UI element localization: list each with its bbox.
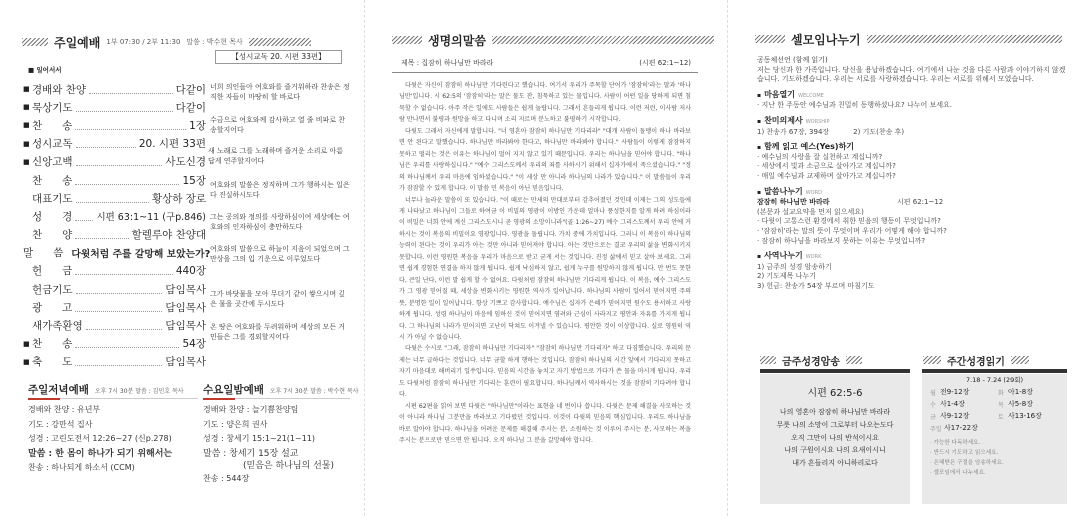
sunday-service-title: 주일예배 (54, 35, 101, 50)
wednesday-sub: 오후 7시 30분 말씀 : 박수현 목사 (269, 388, 359, 395)
reading-row (930, 410, 1042, 422)
wednesday-item: 성경 : 창세기 15:1~21(1~11) (203, 434, 316, 443)
wednesday-item: (믿음은 하나님의 선물) (243, 461, 334, 471)
worship-order (23, 80, 211, 371)
wednesday-item: 찬송 : 544장 (203, 474, 250, 483)
reading-range: 사9-12장 (940, 412, 970, 420)
order-value: 담임목사 (165, 301, 206, 314)
work-list (757, 263, 1067, 292)
yes-title: 함께 읽고 예스(Yes)하기 (764, 142, 855, 152)
order-leader (76, 103, 173, 112)
order-leader (75, 303, 162, 312)
reading-day: 화 (998, 389, 1004, 397)
worship-items (757, 128, 1067, 138)
memory-ref: 시편 62:5-6 (807, 388, 863, 399)
work-item: 3) 헌금: 찬송가 54장 부르며 마침기도 (757, 281, 875, 290)
reading-day: 월 (930, 389, 936, 397)
order-value: 담임목사 (165, 320, 206, 333)
order-value: 다같이 (175, 101, 206, 114)
order-row (23, 316, 206, 334)
worship-item-b: 2) 기도(찬송 후) (853, 127, 905, 136)
order-value: 440장 (175, 265, 206, 278)
evening-item: 찬송 : 하나되게 하소서 (CCM) (28, 463, 135, 472)
reading-notes (930, 438, 1004, 478)
sermon-body (399, 80, 691, 447)
worship-heading (757, 116, 1067, 128)
order-label: 헌금기도 (32, 283, 73, 296)
word-heading (757, 187, 1067, 199)
cell-header (755, 31, 1062, 47)
word-list (757, 217, 1067, 246)
memory-line: 오직 그만이 나의 반석이시요 (791, 433, 879, 442)
order-label: 성시교독 (32, 138, 73, 151)
reading-range: 사1-4장 (940, 400, 965, 408)
reading-row (930, 398, 1042, 410)
order-leader (76, 157, 163, 166)
order-value: 15장 (182, 174, 206, 187)
reading-day: 토 (998, 413, 1004, 421)
yes-item: · 예수님의 사랑을 잘 실천하고 계십니까? (757, 152, 883, 161)
memory-line: 나의 영혼아 잠잠히 하나님만 바라라 (779, 408, 891, 416)
order-leader (75, 357, 162, 366)
order-label: 신앙고백 (32, 156, 73, 169)
wednesday-rule (203, 398, 235, 400)
sunday-evening-rule-grey (60, 398, 198, 399)
order-value: 담임목사 (165, 356, 206, 369)
yes-heading (757, 142, 1067, 153)
service-times: 1부 07:30 / 2부 11:30 (106, 38, 181, 46)
left-panel (0, 0, 362, 516)
order-label: 헌 금 (32, 265, 73, 278)
word-subject: 잠잠히 하나님만 바라라 (757, 198, 830, 207)
reading-bar (922, 369, 1067, 373)
bullet-icon: ▪ (757, 144, 762, 152)
order-bullet: ■ (23, 85, 30, 94)
bullet-icon: ▪ (757, 188, 762, 196)
reading-range: 사5-8장 (1008, 400, 1033, 408)
sunday-service-header (22, 34, 311, 50)
sunday-evening-list (28, 403, 203, 476)
order-bullet: ■ (23, 357, 30, 366)
evening-item: 말씀 : 한 몸이 하나가 되기 위해서는 (28, 448, 173, 459)
order-label: 새가족환영 (32, 320, 83, 333)
wednesday-item: 기도 : 양은희 권사 (203, 419, 268, 429)
evening-item: 경배와 찬양 : 유년부 (28, 405, 101, 414)
order-value: 20. 시편 33편 (138, 138, 206, 151)
order-row (23, 207, 206, 225)
order-label: 말 씀 (23, 247, 64, 260)
order-leader (75, 121, 186, 130)
word-en: WORD (805, 189, 822, 196)
yes-list (757, 153, 1067, 182)
order-leader (75, 176, 179, 185)
evening-item: 성경 : 고린도전서 12:26~27 (신p.278) (28, 434, 172, 443)
welcome-heading (757, 90, 1067, 102)
order-row (23, 135, 206, 153)
word-ref: 시편 62:1~12 (897, 198, 944, 207)
order-leader (76, 285, 163, 294)
sermon-paragraph: 다윗도 그래서 자신에게 말합니다. "너 영혼아 잠잠히 하나님만 기다리라" "대개 사람이 돌멩이 하나 바라보면 안 된다고 말했습니다. 하나님만 바라봐야 한다고, 하나님만 바라봐야 합니다." 사람들이 이렇게 잠잠하지 못하고 떨리는 것은 이유는 하나님이 멀어 지지 않고 있기 때문입니다. 우리는 하나님을 믿어야 합니다. "하나님은 우리를 사랑하십니다." "예수 그리스도께서 우리의 죄를 사하시기 위해서 십자가에서 죽으셨습니다." "정의 하나님께서 우리 마음에 임하셨습니다." "이 세상 만 아니라 하나님의 나라가 있습니다." 이 말씀들이 우리가 잠잠할 수 있게 합니다. 이 말씀 민 복음이 아닌 믿음입니다. (399, 127, 691, 193)
reading-day: 목 (998, 401, 1004, 409)
order-leader (76, 139, 136, 148)
order-row (23, 171, 206, 189)
sermon-paragraph: 다윗은 자신이 잠잠히 하나님만 기다린다고 했습니다. 여기서 우리가 주목할 단어가 '잠잠히'라는 말과 '하나님만'입니다. 시 62:5의 '잠잠히'라는 말은 물도 잔, 침묵하고 있는 물입니다. 사람이 어떤 일을 당하게 되면 침묵할 수 없습니다. 아주 작은 일에도 사람들은 쉽게 놀랍니다. 그래서 흔들리게 됩니다. 이런 저런, 이사람 저사람 만나면서 불평과 원망을 하고 다니며 소리 지르며 분노하고 불평하기 시작합니다. (399, 82, 691, 124)
order-leader (75, 339, 179, 348)
sunday-evening-sub: 오후 7시 30분 말씀 : 김민호 목사 (94, 388, 184, 395)
order-label: 축 도 (32, 356, 73, 369)
cell-content (757, 56, 1067, 291)
reading-range: 아1-8장 (1008, 388, 1033, 396)
reading-row (930, 386, 1042, 398)
order-row (23, 280, 206, 298)
order-row (23, 335, 206, 353)
order-bullet: ■ (23, 157, 30, 166)
cell-title: 셀모임나누기 (791, 32, 861, 47)
wednesday-item: 경배와 찬양 : 늘기쁨찬양팀 (203, 405, 299, 414)
order-value: 담임목사 (165, 283, 206, 296)
order-bullet: ■ (23, 121, 30, 130)
reading-title: 주간성경읽기 (947, 356, 1005, 368)
reading-day: 주일 (930, 425, 942, 433)
order-leader (76, 194, 149, 203)
work-en: WORK (805, 254, 822, 261)
word-item: · 잠잠히 하나님을 바라보지 못하는 이유는 무엇입니까? (757, 236, 926, 245)
memory-header (760, 352, 862, 368)
sunday-evening-title: 주일저녁예배 (28, 384, 89, 396)
order-label: 찬 양 (32, 229, 73, 242)
wednesday-title: 수요일밤예배 (203, 384, 264, 396)
memory-line: 내가 흔들리지 아니하리로다 (792, 459, 878, 468)
order-value: 할렐루야 찬양대 (131, 229, 206, 242)
order-row (23, 153, 206, 171)
order-value: 다윗처럼 주를 갈망해 보았는가? (71, 248, 211, 260)
order-label: 찬 송 (32, 119, 73, 132)
welcome-en: WELCOME (798, 92, 824, 99)
reading-range: 사17-22장 (944, 424, 978, 432)
order-label: 찬 송 (32, 338, 73, 351)
order-row (23, 189, 206, 207)
sermon-paragraph: 너무나 놀라운 말씀이 또 있습니다. "이 때로는 만세의 만대로부터 감추어졌던 것인데 이제는 그의 성도들에게 나타났고 하나님이 그들로 하여금 이 비밀의 영광이 이방인 가운데 얼마나 풍성한지를 알게 하려 하심이라 이 비밀은 너희 안에 계신 그리스도시니 곧 영광의 소망이니라"(골 1:26~27) 예수 그리스도께서 우리 안에 거하시는 것이 복음의 비밀이요 영광입니다. 영광을 돌립니다. 가치 중에 가치입니다. 그러니 이 복음이 하나님의 능력이 된다는 것이 우리가 아는 것만 아니라 믿어져야 합니다. 아는 것만으로는 결코 우리의 삶을 변화시키지 못합니다. 이런 영원한 복음을 우리가 마음으로 받고 굳게 서는 것입니다. 진정 삶에서 믿고 살아 보세요. 그러면 쉽게 경험한 연결을 하지 않게 됩니다. 쉽게 낙심하지 않고, 쉽게 누구를 원망하지 않게 됩니다. 만 번도 못한다, 큰일 난다, 이런 말 쉽게 할 수 없어요. 다윗처럼 잠잠히 하나님만 기다리게 됩니다. 이 복음, 예수 그리스도가 그 영광 믿어질 때, 세상을 변화시키는 영원한 역사가 일어납니다. 하나님의 사람이 일어서 믿어지면 주의 뜻, 분명한 일이 일어납니다. 항상 기쁘고 감사합니다. 예수님은 십자가 은혜가 믿어지면 원수도 용서하고 사랑하게 됩니다. 성령 하나님이 마음에 임하신 것이 믿어지면 염려와 근심이 사라지고 평안과 자유를 가지게 됩니다. 그 하나님의 나라가 믿어지면 고난이 닥쳐도 이겨낼 수 있습니다. 평안한 것이 이상합니다. 실로 영원히 역시 가 아닐 수 없습니다. (399, 196, 691, 341)
wednesday-header (203, 382, 359, 397)
order-label: 성 경 (32, 210, 73, 223)
responsive-verse: 온 땅은 여호와를 두려워하며 세상의 모든 거민들은 그를 경외할지어다 (210, 323, 346, 341)
worship-en: WORSHIP (805, 118, 830, 125)
responsive-verse: 여호와의 말씀으로 하늘이 지음이 되었으며 그 만상을 그의 입 기운으로 이루었도다 (210, 245, 350, 263)
order-row (23, 353, 206, 371)
order-row (23, 244, 211, 262)
reading-day: 금 (930, 413, 936, 421)
wednesday-rule-grey (235, 398, 350, 399)
order-label: 묵상기도 (32, 101, 73, 114)
work-item: 2) 기도제목 나누기 (757, 272, 816, 281)
order-label: 광 고 (32, 301, 73, 314)
memory-bar (760, 369, 910, 373)
wednesday-list (203, 403, 353, 487)
cell-intro: 저는 당신과 한 가족입니다. 당신을 용납하겠습니다. 여기에서 나눈 것을 다른 사람과 이야기하지 않겠습니다. 기도하겠습니다. 우리는 서로를 사랑하겠습니다. 우리는 서로를 위해서 모였습니다. (757, 65, 1066, 84)
reading-note: · 가능한 다독하세요. (930, 440, 981, 446)
responsive-verse: 새 노래로 그를 노래하며 즐거운 소리로 아름답게 연주할지어다 (208, 147, 344, 165)
sermon-verse-ref: (시편 62:1~12) (639, 59, 691, 67)
order-row (23, 98, 206, 116)
sunday-evening-header (28, 382, 184, 397)
welcome-question: · 지난 한 주동안 예수님과 친밀히 동행하셨나요? 나누어 보세요. (757, 101, 953, 110)
word-of-life-title: 생명의말씀 (428, 33, 486, 48)
responsive-verse: 너희 의인들아 여호와를 즐거워하라 찬송은 정직한 자들이 마땅히 할 바로다 (210, 83, 350, 101)
order-row (23, 262, 206, 280)
worship-title: 찬미의제사 (764, 115, 803, 125)
responsive-verse: 수금으로 여호와께 감사하고 열 줄 비파로 찬송할지어다 (210, 116, 346, 134)
word-item: · 다윗이 고통스런 환경에서 취한 믿음의 행동이 무엇입니까? (757, 217, 941, 226)
responsive-verse: 그가 바닷물을 모아 무더기 같이 쌓으시며 깊은 물을 곳간에 두시도다 (210, 290, 346, 308)
order-value: 54장 (182, 338, 206, 351)
work-item: 1) 금주의 성경 암송하기 (757, 262, 832, 271)
bullet-icon: ▪ (757, 91, 762, 99)
order-leader (86, 321, 163, 330)
responsive-verse: 여호와의 말씀은 정직하며 그가 행하시는 일은 다 진실하시도다 (210, 181, 350, 199)
cell-intro-title: 공동체선언 (함께 읽기) (757, 56, 828, 64)
order-row (23, 80, 206, 98)
work-title: 사역나누기 (764, 251, 803, 261)
responsive-reading-title: 【성시교독 20. 시편 33편】 (215, 50, 342, 64)
worship-item-a: 1) 찬송가 67장, 394장 (757, 127, 830, 136)
order-value: 1장 (189, 119, 206, 132)
reading-day: 수 (930, 401, 936, 409)
order-bullet: ■ (23, 139, 30, 148)
order-row (23, 298, 206, 316)
wednesday-item: 말씀 : 창세기 15장 설교 (203, 448, 299, 459)
sunday-evening-rule (28, 398, 60, 400)
memory-line: 무릇 나의 소망이 그로부터 나오는도다 (776, 420, 894, 429)
order-leader (75, 266, 173, 275)
order-row (23, 116, 206, 134)
evening-item: 기도 : 강만석 집사 (28, 419, 93, 429)
sermon-paragraph: 시편 62편을 읽어 보면 다윗은 "하나님만"이라는 표현을 네 번이나 씁니다. 다윗은 문제 해결을 사모하는 것이 아니라 하나님 그분만을 바라보고 기다렸던 것입니다. 이것이 다윗의 믿음의 핵심입니다. 우리도 하나님을 바로 알아야 합니다. 하나님을 어려운 문제를 해결해 주시는 분, 소원하는 것 이루어 주시는 분, 사모하는 복을 주시는 분으로만 믿으면 안 됩니다. 오직 하나님 그 분을 갈망해야 합니다. (399, 402, 691, 445)
yes-item: · 매일 예수님과 교제하며 살아가고 계십니까? (757, 171, 896, 180)
sermon-subject: 제목 : 집잠히 하나님만 바라라 (401, 59, 494, 67)
reading-dates: 7.18 - 7.24 (29회) (965, 376, 1024, 384)
order-leader (89, 85, 173, 94)
reading-row (930, 422, 1042, 434)
reading-note: · 반드시 기도하고 읽으세요. (930, 450, 999, 456)
reading-range: 사13-16장 (1008, 412, 1042, 420)
fold-line-right (727, 0, 729, 516)
reading-table (930, 386, 1042, 434)
word-item: · '잠잠히'라는 말의 뜻이 무엇이며 우리가 어떻게 해야 합니까? (757, 226, 947, 235)
responsive-verse: 그는 공의와 정의를 사랑하심이여 세상에는 여호와의 인자하심이 충만하도다 (210, 213, 350, 231)
memory-title: 금주성경암송 (782, 356, 840, 368)
subject-rule (392, 72, 698, 73)
order-value: 황상하 장로 (151, 192, 206, 205)
reading-header (923, 352, 1029, 368)
memory-lines (760, 406, 910, 470)
welcome-title: 마음열기 (764, 89, 795, 99)
work-heading (757, 251, 1067, 263)
word-of-life-header (392, 32, 714, 48)
order-label: 경배와 찬양 (32, 83, 87, 96)
order-row (23, 226, 206, 244)
word-title: 말씀나누기 (764, 186, 803, 196)
sermon-subject-line (401, 58, 691, 68)
yes-item: · 세상에서 빛과 소금으로 살아가고 계십니까? (757, 162, 896, 171)
order-bullet: ■ (23, 103, 30, 112)
reading-note: · 셀모임에서 나누세요. (930, 470, 986, 476)
order-label: 찬 송 (32, 174, 73, 187)
order-value: 시편 63:1~11 (구p.846) (96, 212, 206, 224)
order-bullet: ■ (23, 339, 30, 348)
order-value: 사도신경 (165, 156, 206, 169)
reading-range: 전9-12장 (940, 388, 970, 396)
order-value: 다같이 (175, 83, 206, 96)
bullet-icon: ▪ (757, 117, 762, 125)
memory-line: 나의 구원이시요 나의 요새이시니 (784, 446, 886, 455)
word-note: (본문과 설교요약을 먼저 읽으세요) (757, 207, 864, 216)
bullet-icon: ▪ (757, 253, 762, 261)
sermon-paragraph: 다윗은 수시로 "그래, 잠잠히 하나님만 기다리자" "잠잠히 하나님만 기다리자" 하고 다짐했습니다. 우리의 문제는 너무 급하다는 것입니다. 너무 금할 하게 행하는 것입니다. 잠잠히 하나님의 시간 앞에서 기다리지 못하고 자기 마음대로 해버리기 일쑤입니다. 믿음의 시간을 놓치고 자기 방법으로 가다가 쓴 물을 마시게 됩니다. 우리도 다윗처럼 잠잠히 하나님만 기다리는 훈련이 필요합니다. 하나님께서 역사하시는 것을 잠잠히 기다려야 합니다. (399, 345, 691, 399)
word-subject-line (757, 198, 1067, 208)
order-label: 대표기도 (32, 192, 73, 205)
order-leader (75, 230, 128, 239)
service-preacher: 말씀 : 박수현 목사 (186, 38, 243, 46)
reading-note: · 은혜받은 구절을 암송하세요. (930, 460, 1004, 466)
standing-note: ■ 일어서서 (28, 66, 62, 74)
order-leader (75, 212, 93, 221)
